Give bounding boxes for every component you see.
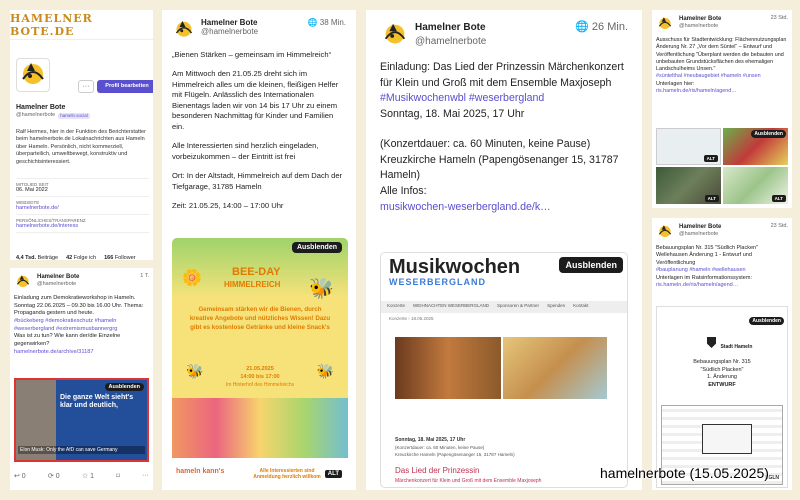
flower-icon: 🌼 bbox=[182, 270, 202, 287]
post-image[interactable] bbox=[14, 378, 149, 462]
map-thumbnail[interactable] bbox=[723, 128, 788, 165]
field-label: MITGLIED SEIT bbox=[16, 182, 49, 187]
post-time[interactable]: 🌐 38 Min. bbox=[307, 18, 346, 27]
profile-fields bbox=[16, 178, 149, 233]
site-nav-item[interactable]: Spenden bbox=[547, 303, 566, 308]
image-caption: Elon Musk: Only the AfD can save Germany bbox=[18, 446, 145, 454]
avatar[interactable] bbox=[14, 273, 32, 291]
alt-badge[interactable]: ALT bbox=[704, 155, 718, 162]
post-question: Was ist zu tun? Wie kann der/die Einzelne gegenwirken? bbox=[14, 333, 121, 348]
map-thumbnail[interactable] bbox=[656, 128, 721, 165]
poster-body: Gemeinsam stärken wir die Bienen, durch kreative Angebote und nützliches Wissen! Dazu gibt es kostenlose Getränke und kleine Snack's bbox=[189, 306, 331, 331]
alt-badge[interactable]: ALT bbox=[325, 470, 342, 478]
image-headline: Die ganze Welt sieht's klar und deutlich, bbox=[60, 394, 134, 410]
instance-badge: hameln.social bbox=[60, 113, 88, 119]
post-hashtags[interactable]: #bauplanung #hameln #wellehausen bbox=[656, 267, 746, 274]
map-thumbnail[interactable] bbox=[656, 167, 721, 204]
post-paragraph: Alle Interessierten sind herzlich eingeladen, vorbeizukommen – der Eintritt ist frei bbox=[172, 141, 319, 161]
post-details: (Konzertdauer: ca. 60 Minuten, keine Pause) Kreuzkirche Hameln (Papengösenanger 15, 31787 Hameln) bbox=[380, 138, 619, 182]
post-time[interactable]: 23 Std. bbox=[770, 15, 788, 21]
post-paragraph: Ort: In der Altstadt, Himmelreich auf dem Dach der Tiefgarage, 31785 Hameln bbox=[172, 171, 343, 191]
hide-media-button[interactable]: Ausblenden bbox=[292, 242, 342, 253]
field-link[interactable]: hamelnerbote.de/ bbox=[16, 205, 59, 211]
post-paragraph: Am Mittwoch den 21.05.25 dreht sich im Himmelreich alles um die kleinen, fleißigen Helfer mit Flügeln. Anlässlich des Internationalen Bienentags laden wir von 14 bis 17 Uhr zu einem besonderen Nachmittag für Kinder und Familien ein. bbox=[172, 69, 339, 131]
author-handle: @hamelnerbote bbox=[679, 231, 719, 238]
author-name[interactable]: Hamelner Bote bbox=[37, 274, 80, 280]
post-image[interactable] bbox=[172, 238, 348, 484]
site-nav-item[interactable]: WEIHNACHTEN WESERBERGLAND bbox=[413, 303, 490, 308]
author-name[interactable]: Hamelner Bote bbox=[201, 18, 258, 27]
poster-brand: hameln kann's bbox=[176, 468, 225, 475]
profile-name: Hamelner Bote bbox=[16, 104, 66, 111]
post-hashtags[interactable]: #Musikwochenwbl #weserbergland bbox=[380, 92, 545, 105]
post-headline: Einladung: Das Lied der Prinzessin Märchenkonzert für Klein und Groß mit dem Ensemble Maxjoseph bbox=[380, 61, 624, 89]
more-button[interactable]: ··· bbox=[78, 80, 94, 93]
post-hashtags[interactable]: #süntelthal #neubaugebiet #hameln #unsen bbox=[656, 73, 761, 80]
site-nav bbox=[381, 301, 627, 313]
post-link[interactable]: ris.hameln.de/ris/hameln/agend… bbox=[656, 88, 737, 95]
site-logo: Musikwochen bbox=[389, 256, 521, 278]
author-name[interactable]: Hamelner Bote bbox=[679, 16, 722, 22]
site-logo-sub: WESERBERGLAND bbox=[389, 277, 487, 287]
event-photo bbox=[395, 337, 501, 399]
post-image[interactable] bbox=[380, 252, 628, 488]
globe-icon: 🌐 bbox=[575, 21, 589, 33]
favourite-button[interactable]: ☆ 1 bbox=[81, 473, 94, 480]
post-time[interactable]: 🌐 26 Min. bbox=[575, 21, 628, 33]
poster-title: BEE-DAY bbox=[232, 266, 281, 278]
alt-badge[interactable]: ALT bbox=[772, 195, 786, 202]
boost-button[interactable]: ⟳ 0 bbox=[47, 473, 60, 480]
field-link[interactable]: hamelnerbote.de/interess bbox=[16, 223, 79, 229]
profile-handle: @hamelnerbote bbox=[16, 112, 56, 119]
post-image[interactable] bbox=[656, 306, 788, 488]
site-nav-item[interactable]: Sponsoren & Partner bbox=[497, 303, 540, 308]
city-logo: Stadt Hameln bbox=[707, 335, 752, 353]
site-nav-item[interactable]: Kontakt bbox=[573, 303, 589, 308]
post-image-grid[interactable] bbox=[656, 128, 788, 204]
author-handle: @hamelnerbote bbox=[679, 23, 719, 30]
bee-icon: 🐝 bbox=[309, 278, 334, 300]
field-label: PERSÖNLICHES/TRANSPARENZ bbox=[16, 218, 86, 223]
author-name[interactable]: Hamelner Bote bbox=[415, 22, 486, 33]
profile-field bbox=[16, 214, 149, 233]
poster-place: Im Hinterhof des Himmelreichs bbox=[225, 382, 295, 388]
watermark: hamelnerbote (15.05.2025) bbox=[600, 465, 769, 481]
city-crest-icon bbox=[707, 337, 716, 348]
post-text: Bebauungsplan Nr. 315 "Südlich Placken" Wellehausen Änderung 1 - Entwurf und Veröffentlichung bbox=[656, 245, 759, 266]
alt-badge[interactable]: ALT bbox=[705, 195, 719, 202]
event-date: Sonntag, 18. Mai 2025, 17 Uhr bbox=[395, 437, 466, 443]
poster-footer: Alle Interessierten sind Anmeldung herzlich willkom bbox=[253, 468, 321, 480]
avatar[interactable] bbox=[172, 18, 196, 42]
field-value: 06. Mai 2022 bbox=[16, 187, 48, 193]
field-label: WEBSEITE bbox=[16, 200, 40, 205]
post-hashtags[interactable]: #bückeberg #demokratieschutz #hameln #weserbergland #extremismusbannergrg bbox=[14, 318, 118, 332]
hide-media-button[interactable]: Ausblenden bbox=[749, 317, 784, 325]
stat-followers[interactable]: 166 Follower bbox=[104, 255, 136, 260]
post-paragraph: „Bienen Stärken – gemeinsam im Himmelreich“ bbox=[172, 50, 332, 59]
author-name[interactable]: Hamelner Bote bbox=[679, 224, 722, 230]
hide-media-button[interactable]: Ausblenden bbox=[105, 383, 144, 391]
hide-media-button[interactable]: Ausblenden bbox=[559, 257, 623, 273]
map-thumbnail[interactable] bbox=[723, 167, 788, 204]
site-nav-item[interactable]: Konzerte bbox=[387, 303, 406, 308]
author-handle: @hamelnerbote bbox=[415, 36, 487, 47]
attach-label: Unterlagen hier: bbox=[656, 80, 695, 87]
map-label: LGLN bbox=[765, 475, 779, 481]
doc-title: Bebauungsplan Nr. 315 "Südlich Placken" 1. Änderung ENTWURF bbox=[693, 359, 751, 389]
post-text: Einladung zum Demokratieworkshop in Hameln. Sonntag 22.06.2025 – 09.30 bis 16.00 Uhr. Thema: Propaganda gestern und heute. bbox=[14, 295, 144, 317]
avatar[interactable] bbox=[656, 223, 674, 241]
post-link[interactable]: ris.hameln.de/ris/hameln/agend… bbox=[656, 282, 739, 289]
post-text: Ausschuss für Stadtentwicklung: Flächennutzungsplan Änderung Nr. 27 „Vor dem Süntel“ – Entwurf und Veröffentlichung "Überplant werden die bebauten und unbebauten Grundstücksflächen des ehemaligen Landschulheims Unsen." bbox=[656, 37, 787, 73]
event-sub1: (Konzertdauer: ca. 60 Minuten, keine Pause) bbox=[395, 445, 485, 450]
post-time[interactable]: 23 Std. bbox=[770, 223, 788, 229]
poster-subtitle: HIMMELREICH bbox=[224, 280, 281, 289]
event-subtitle: Märchenkonzert für Klein und Groß mit dem Ensemble Maxjoseph bbox=[395, 478, 542, 484]
post-bebauung bbox=[652, 218, 792, 490]
post-link[interactable]: musikwochen-weserbergland.de/k… bbox=[380, 200, 551, 213]
post-demokratie bbox=[10, 268, 153, 490]
post-more-info: Alle Infos: bbox=[380, 184, 427, 197]
post-musik bbox=[366, 10, 642, 490]
globe-icon: 🌐 bbox=[307, 18, 318, 27]
hide-media-button[interactable]: Ausblenden bbox=[751, 130, 786, 138]
post-text bbox=[162, 42, 356, 212]
post-link[interactable]: hamelnerbote.de/archive/31187 bbox=[14, 348, 94, 355]
post-time[interactable]: 1 T. bbox=[140, 273, 149, 279]
avatar[interactable] bbox=[380, 20, 410, 50]
author-handle: @hamelnerbote bbox=[201, 27, 259, 36]
post-ausschuss bbox=[652, 10, 792, 208]
bee-icon: 🐝 bbox=[186, 363, 204, 379]
stat-posts[interactable]: 4,4 Tsd. Beiträge bbox=[16, 255, 59, 260]
stat-following[interactable]: 42 Folge ich bbox=[66, 255, 97, 260]
avatar[interactable] bbox=[656, 15, 674, 33]
banner-title: HAMELNER BOTE.DE bbox=[10, 11, 93, 38]
post-date: Sonntag, 18. Mai 2025, 17 Uhr bbox=[380, 107, 525, 120]
reply-button[interactable]: ↩ 0 bbox=[14, 473, 26, 480]
post-text bbox=[366, 50, 642, 215]
site-breadcrumb: Konzerte › 18.05.2025 bbox=[389, 316, 434, 321]
bee-icon: 🐝 bbox=[316, 363, 334, 379]
edit-profile-button[interactable]: Profil bearbeiten bbox=[97, 80, 153, 93]
post-actions bbox=[14, 472, 149, 480]
attach-label: Unterlagen im Ratsinformationssystem: bbox=[656, 274, 752, 281]
event-painting bbox=[503, 337, 607, 399]
event-title: Das Lied der Prinzessin bbox=[395, 466, 480, 475]
poster-time: 14:00 bis 17:00 bbox=[240, 374, 280, 380]
post-bienen bbox=[162, 10, 356, 490]
avatar[interactable] bbox=[16, 58, 50, 92]
author-handle: @hamelnerbote bbox=[37, 281, 77, 288]
poster-date: 21.05.2025 bbox=[246, 366, 274, 372]
profile-bio: Ralf Hermes, hier in der Funktion des Berichterstatter beim hamelnerbote.de Lokalnachrichten aus Hameln über Hameln. Persönlich, nicht kommerziell, überparteilich, umweltbewegt, konstruktiv und geschichtsinteressiert. bbox=[16, 128, 146, 165]
profile-field bbox=[16, 178, 149, 196]
profile-banner bbox=[10, 10, 153, 40]
bookmark-button[interactable]: ⌑ bbox=[116, 473, 120, 480]
event-sub2: Kreuzkirche Hameln (Papengösenanger 15, 31787 Hameln) bbox=[395, 452, 515, 457]
profile-card bbox=[10, 10, 153, 260]
post-paragraph: Zeit: 21.05.25, 14:00 – 17:00 Uhr bbox=[172, 201, 284, 211]
profile-field bbox=[16, 196, 149, 214]
profile-stats bbox=[16, 255, 151, 260]
more-button[interactable]: ··· bbox=[142, 472, 149, 479]
